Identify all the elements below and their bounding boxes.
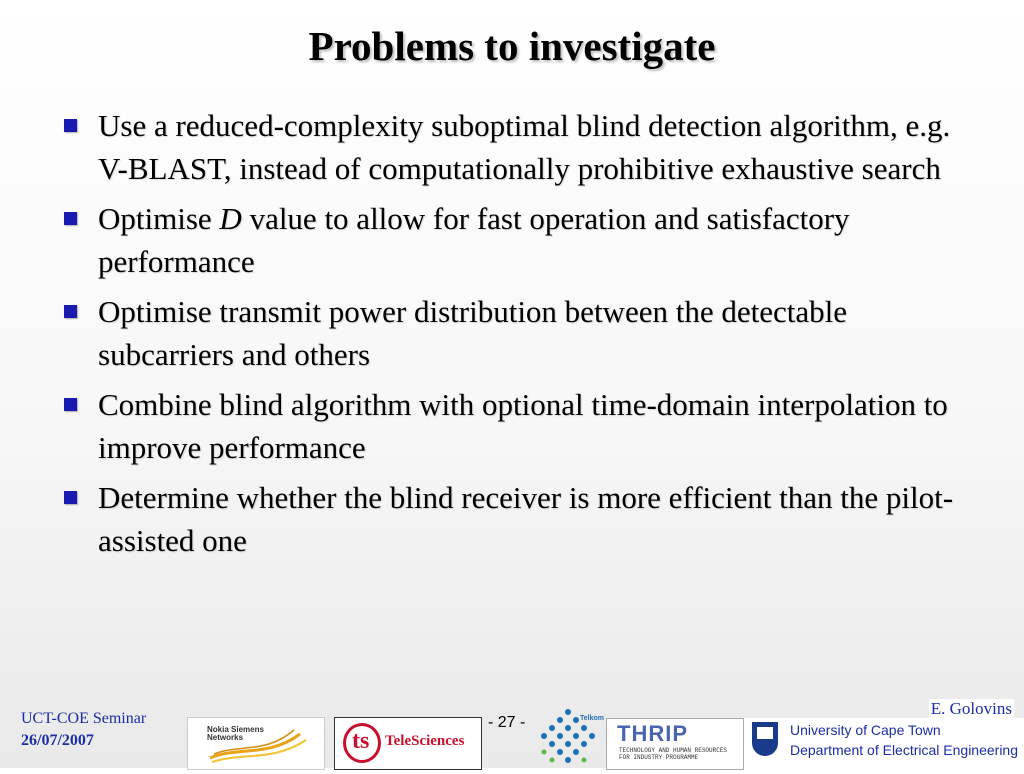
bullet-item — [62, 104, 962, 190]
nsn-line-1: Nokia Siemens — [207, 725, 264, 734]
telkom-logo — [536, 706, 604, 768]
seminar-date: 26/07/2007 — [21, 732, 94, 749]
bullet-text: Optimise transmit power distribution between the detectable subcarriers and others — [98, 294, 847, 372]
uct-line-1: University of Cape Town — [790, 722, 941, 738]
author-name: E. Golovins — [930, 699, 1012, 718]
telesciences-logo — [334, 717, 482, 770]
bullet-item — [62, 290, 962, 376]
bullet-item — [62, 383, 962, 469]
square-bullet-icon — [64, 119, 77, 132]
bullet-italic-var: D — [219, 201, 242, 236]
uct-logo — [744, 718, 1024, 768]
telesciences-mark-icon: ts — [343, 723, 381, 763]
telkom-diamond-icon — [536, 706, 604, 768]
thrip-sub-2: FOR INDUSTRY PROGRAMME — [619, 754, 699, 761]
bullet-list — [62, 104, 962, 569]
nsn-line-2: Networks — [207, 733, 244, 742]
square-bullet-icon — [64, 305, 77, 318]
thrip-sub-1: TECHNOLOGY AND HUMAN RESOURCES — [619, 747, 728, 754]
seminar-name: UCT-COE Seminar — [21, 710, 147, 727]
bullet-item — [62, 476, 962, 562]
bullet-text: Combine blind algorithm with optional time-domain interpolation to improve performance — [98, 387, 948, 465]
uct-crest-icon — [752, 722, 778, 756]
footer-left — [21, 708, 146, 752]
thrip-logo — [606, 718, 744, 770]
bullet-text: Determine whether the blind receiver is more efficient than the pilot-assisted one — [98, 480, 954, 558]
telesciences-text: TeleSciences — [385, 733, 465, 749]
uct-line-2: Department of Electrical Engineering — [790, 742, 1019, 758]
bullet-text: Optimise — [98, 201, 220, 236]
square-bullet-icon — [64, 491, 77, 504]
telkom-text: Telkom — [580, 715, 604, 722]
bullet-text: Use a reduced-complexity suboptimal blind detection algorithm, e.g. V-BLAST, instead of computationally prohibitive exhaustive search — [98, 108, 951, 186]
square-bullet-icon — [64, 212, 77, 225]
slide-title: Problems to investigate — [308, 23, 716, 69]
nokia-siemens-logo — [187, 717, 325, 770]
thrip-text: THRIP — [617, 721, 688, 746]
page-number: - 27 - — [488, 714, 526, 731]
bullet-text-continued: value to allow for fast operation and satisfactory performance — [98, 201, 850, 279]
bullet-item — [62, 197, 962, 283]
square-bullet-icon — [64, 398, 77, 411]
